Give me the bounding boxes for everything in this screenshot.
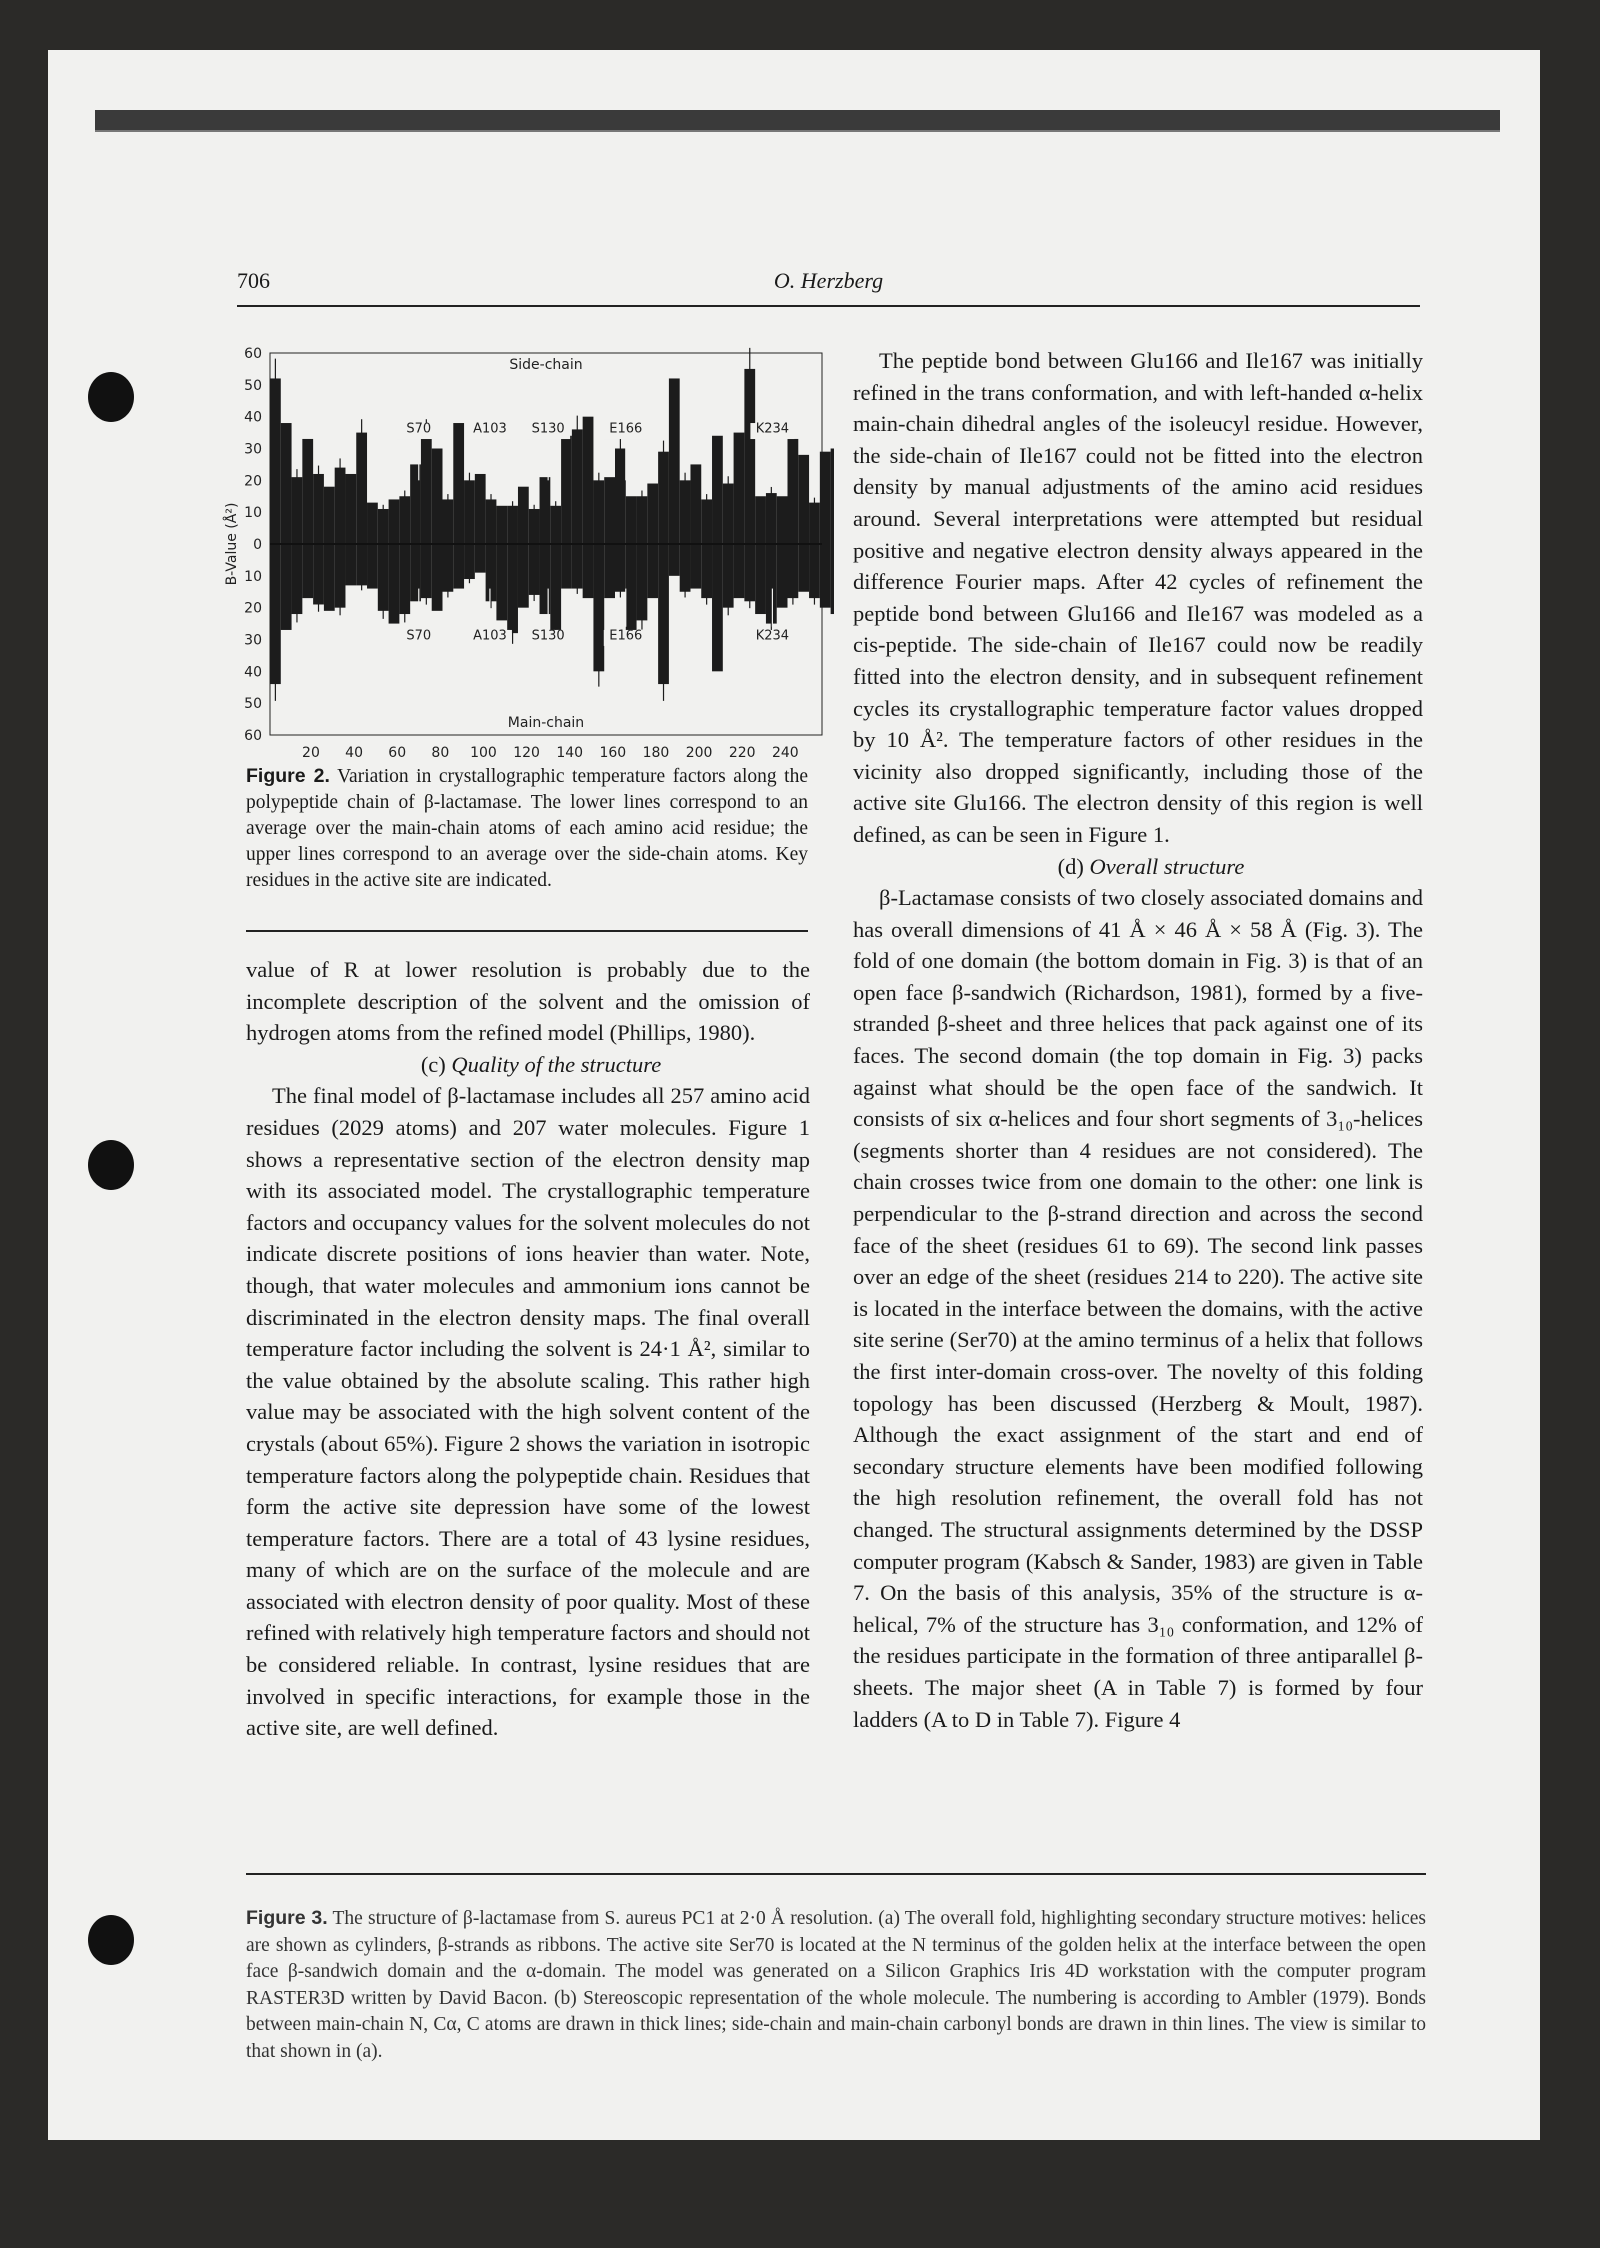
paragraph: The peptide bond between Glu166 and Ile167 was initially refined in the trans conformation, and with left-handed α-helix main-chain dihedral angles of the isoleucyl residue. However, the side-chain of Ile167 could not be fitted into the electron density by manual adjustments of the amino acid residues around. Several interpretations were attempted but residual positive and negative electron density always appeared in the difference Fourier maps. After 42 cycles of refinement the peptide bond between Glu166 and Ile167 was modeled as a cis-peptide. The side-chain of Ile167 could now be readily fitted into the electron density, and in subsequent refinement cycles its crystallographic temperature factor values dropped by 10 Å². The temperature factors of other residues in the vicinity also dropped significantly, including those of the active site Glu166. The electron density of this region is well defined, as can be seen in Figure 1. [853,348,1423,847]
side-chain-bar [798,455,809,544]
side-chain-bar [712,436,723,544]
x-tick-label: 120 [513,745,540,761]
annotation-lower: E166 [609,628,643,644]
main-chain-bar [475,544,486,573]
main-chain-bar [690,544,701,589]
annotation-upper: S130 [531,421,565,437]
y-tick-label: 40 [244,664,262,681]
y-tick-label: 60 [244,728,262,744]
section-heading-d [853,851,1423,883]
upper-series-label: Side-chain [509,357,583,373]
annotation-lower: S70 [406,628,432,644]
main-chain-bar [389,544,400,624]
page-number: 706 [237,268,270,293]
main-chain-bar [755,544,766,614]
annotation-lower: K234 [755,628,790,644]
annotation-upper: A103 [473,421,507,437]
running-author: O. Herzberg [773,268,884,293]
annotation-lower: S130 [531,628,565,644]
figure2-rule [246,930,808,932]
side-chain-bar [324,487,335,544]
binder-hole [88,1140,134,1190]
side-chain-bar [540,477,551,544]
figure2-caption-text: Variation in crystallographic temperature factors along the polypeptide chain of β-lactamase. The lower lines correspond to an average over the main-chain atoms of each amino acid residue; the upper lines correspond to an average over the side-chain atoms. Key residues in the active site are indicated. [246,766,808,891]
y-tick-label: 30 [244,441,262,458]
binder-hole [88,1915,134,1965]
y-tick-label: 50 [244,696,262,713]
side-chain-bar [496,506,507,544]
main-chain-bar [626,544,637,640]
x-tick-label: 40 [345,745,364,761]
main-chain-bar [302,544,313,598]
y-tick-label: 40 [244,409,262,426]
main-chain-bar [734,544,745,598]
lower-series-label: Main-chain [507,715,585,731]
main-chain-bar [518,544,529,608]
side-chain-bar [820,452,831,544]
x-tick-label: 160 [599,745,627,761]
side-chain-bar [432,449,443,545]
x-tick-label: 80 [431,745,450,761]
figure2-chart [222,345,834,765]
header-rule [237,305,1420,307]
y-tick-label: 20 [244,600,262,617]
side-chain-bar [367,503,378,544]
side-chain-bar [734,433,745,544]
main-chain-bar [712,544,723,671]
side-chain-bar [518,487,529,544]
y-tick-label: 10 [244,568,262,585]
figure3-label: Figure 3. [246,1907,328,1929]
side-chain-bar [777,496,788,544]
main-chain-bar [583,544,594,598]
main-chain-bar [798,544,809,592]
x-tick-label: 220 [728,745,756,761]
y-axis-label: B-Value (Å²) [224,502,240,586]
side-chain-bar [669,378,680,544]
x-tick-label: 60 [388,745,407,761]
y-tick-label: 20 [244,473,262,490]
x-tick-label: 180 [642,745,670,761]
figure2-label: Figure 2. [246,765,330,787]
side-chain-bar [345,474,356,544]
main-chain-bar [669,544,680,576]
right-column [853,345,1423,1735]
main-chain-bar [831,544,834,614]
side-chain-bar [690,464,701,544]
side-chain-bar [561,436,572,544]
section-title: Overall structure [1089,853,1245,879]
side-chain-bar [831,449,834,545]
x-tick-label: 240 [771,745,799,761]
y-tick-label: 60 [244,346,262,362]
main-chain-bar [281,544,292,630]
figure3-caption [246,1905,1426,2065]
section-heading-c [246,1049,810,1081]
figure3-caption-text: The structure of β-lactamase from S. aureus PC1 at 2·0 Å resolution. (a) The overall fold, highlighting secondary structure motives: helices are shown as cylinders, β-strands as ribbons. The active site Ser70 is located at the N terminus of the golden helix at the interface between the open face β-sandwich domain and the α-domain. The model was generated on a Silicon Graphics Iris 4D workstation with the computer program RASTER3D written by David Bacon. (b) Stereoscopic representation of the whole molecule. The numbering is according to Ambler (1979). Bonds between main-chain N, Cα, C atoms are drawn in thick lines; side-chain and main-chain carbonyl bonds are drawn in thin lines. The view is similar to that shown in (a). [246,1908,1426,2062]
paragraph: value of R at lower resolution is probably due to the incomplete description of the solvent and the omission of hydrogen atoms from the refined model (Phillips, 1980). [246,957,810,1046]
section-title: Quality of the structure [451,1051,662,1077]
side-chain-bar [302,439,313,544]
left-column [246,954,810,1744]
main-chain-bar [324,544,335,611]
side-chain-bar [453,423,464,544]
main-chain-bar [561,544,572,589]
y-tick-label: 10 [244,505,262,522]
binder-hole [88,372,134,422]
main-chain-bar [432,544,443,611]
paragraph: β-Lactamase consists of two closely associated domains and has overall dimensions of 41 Å × 46 Å × 58 Å (Fig. 3). The fold of one domain (the bottom domain in Fig. 3) is that of an open face β-sandwich (Richardson, 1981), formed by a five-stranded β-sheet and three helices that pack against one of its faces. The second domain (the top domain in Fig. 3) packs against what should be the open face of the sandwich. It consists of six α-helices and four short segments of 3₁₀-helices (segments shorter than 4 residues are not considered). The chain crosses twice from one domain to the other: one link is perpendicular to the β-strand direction and across the second face of the sheet (residues 61 to 69). The second link passes over an edge of the sheet (residues 214 to 220). The active site is located in the interface between the domains, with the active site serine (Ser70) at the amino terminus of a helix that follows the first inter-domain cross-over. The novelty of this folding topology has been discussed (Herzberg & Moult, 1987). Although the exact assignment of the start and end of secondary structure elements have been modified following the high resolution refinement, the overall fold has not changed. The structural assignments determined by the DSSP computer program (Kabsch & Sander, 1983) are given in Table 7. On the basis of this analysis, 35% of the structure is α-helical, 7% of the structure has 3₁₀ conformation, and 12% of the residues participate in the formation of three antiparallel β-sheets. The major sheet (A in Table 7) is formed by four ladders (A to D in Table 7). Figure 4 [853,885,1423,1732]
figure2-caption [246,763,808,894]
main-chain-bar [345,544,356,585]
side-chain-bar [583,417,594,544]
main-chain-bar [453,544,464,589]
scan-top-bar [95,110,1500,132]
x-tick-label: 100 [470,745,497,761]
side-chain-bar [281,423,292,544]
side-chain-bar [626,496,637,544]
x-tick-label: 200 [685,745,713,761]
main-chain-bar [604,544,615,598]
main-chain-bar [367,544,378,589]
section-number: (c) [420,1051,446,1077]
side-chain-bar [647,484,658,544]
x-tick-label: 140 [556,745,584,761]
main-chain-bar [647,544,658,598]
main-chain-bar [496,544,507,620]
side-chain-bar [475,474,486,544]
side-chain-bar [755,496,766,544]
x-tick-label: 20 [302,745,320,761]
annotation-lower: A103 [473,628,507,644]
main-chain-bar [777,544,788,608]
annotation-upper: E166 [609,421,643,437]
annotation-upper: K234 [755,421,790,437]
main-chain-bar [820,544,831,608]
y-tick-label: 30 [244,632,262,649]
y-tick-label: 50 [244,377,262,394]
paragraph: The final model of β-lactamase includes all 257 amino acid residues (2029 atoms) and 207 water molecules. Figure 1 shows a representative section of the electron density map with its associated model. The crystallographic temperature factors and occupancy values for the solvent molecules do not indicate discrete positions of ions heavier than water. Note, though, that water molecules and ammonium ions cannot be discriminated in the electron density maps. The final overall temperature factor including the solvent is 24·1 Å², similar to the value obtained by the absolute scaling. This rather high value may be associated with the high solvent content of the crystals (about 65%). Figure 2 shows the variation in isotropic temperature factors along the polypeptide chain. Residues that form the active site depression have some of the lowest temperature factors. There are a total of 43 lysine residues, many of which are on the surface of the molecule and are associated with electron density of poor quality. Most of these refined with relatively high temperature factors and should not be considered reliable. In contrast, lysine residues that are involved in specific interactions, for example those in the active site, are well defined. [246,1083,810,1741]
y-tick-label: 0 [253,537,262,553]
section-number: (d) [1057,853,1084,879]
side-chain-bar [604,477,615,544]
side-chain-bar [389,499,400,544]
annotation-upper: S70 [406,421,432,437]
figure3-rule [246,1873,1426,1875]
